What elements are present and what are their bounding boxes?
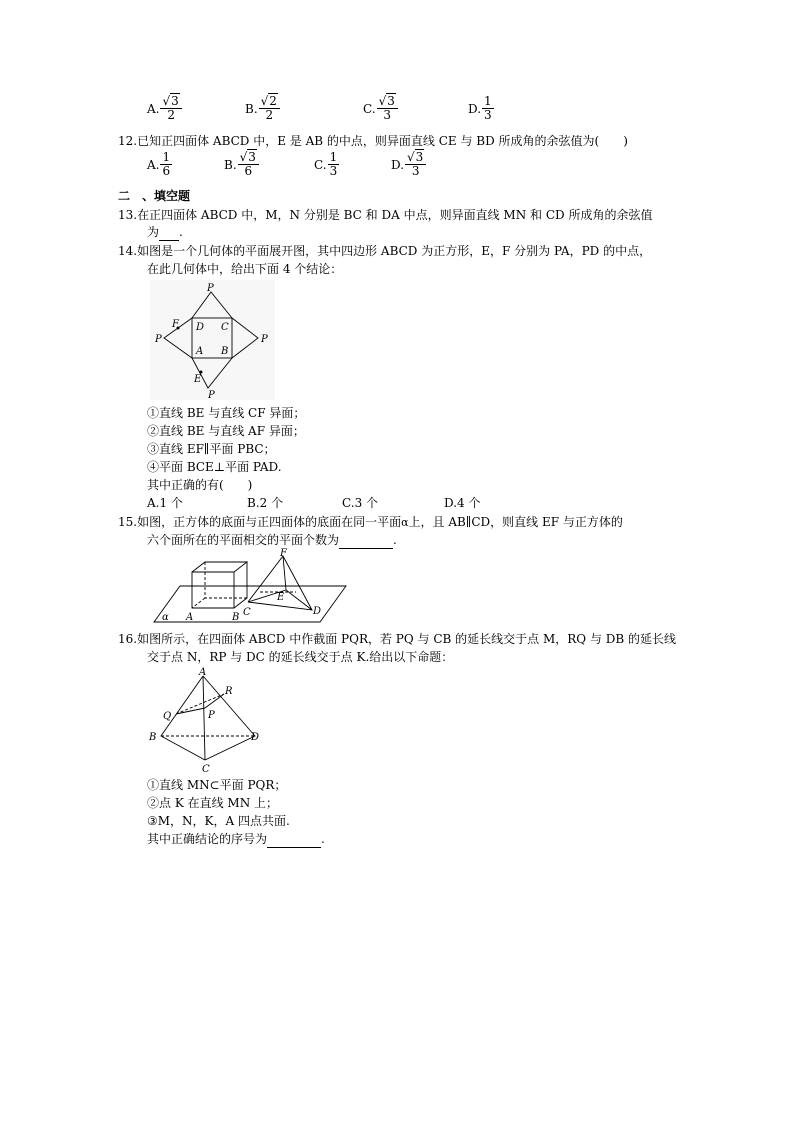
- q14-statement-1: ①直线 BE 与直线 CF 异面；: [147, 406, 306, 420]
- q16-line2: 交于点 N，RP 与 DC 的延长线交于点 K.给出以下命题：: [147, 650, 454, 664]
- q12-text: 12.已知正四面体 ABCD 中，E 是 AB 的中点，则异面直线 CE 与 BD 所成角的余弦值为( ): [118, 134, 628, 148]
- label-d: D: [251, 732, 260, 743]
- cube-right-edges: [234, 562, 247, 608]
- label-p-top: P: [207, 283, 214, 294]
- fraction: $\frac{1}{3}$: [484, 94, 492, 122]
- q13-line1: 13.在正四面体 ABCD 中，M，N 分别是 BC 和 DA 中点，则异面直线 MN 和 CD 所成角的余弦值: [118, 208, 653, 222]
- label-b: B: [232, 612, 240, 623]
- section-title: 二 、填空题: [118, 189, 191, 203]
- edge-ac: [203, 676, 205, 760]
- q12-option-a[interactable]: A. $\frac{1}{6}$: [147, 150, 171, 178]
- q16-question: 其中正确结论的序号为 .: [147, 832, 325, 846]
- q14-statement-4: ④平面 BCE⊥平面 PAD.: [147, 460, 282, 474]
- label-alpha: α: [162, 612, 169, 623]
- label-p-right: P: [261, 334, 268, 345]
- alpha-symbol: α: [401, 516, 409, 529]
- q14-statement-2: ②直线 BE 与直线 AF 异面；: [147, 424, 305, 438]
- label-q: Q: [163, 711, 172, 722]
- q15-figure: [150, 548, 350, 624]
- q11-option-d[interactable]: D. $\frac{1}{3}$: [468, 94, 492, 122]
- q12-option-d[interactable]: D. $\frac{√3}{3}$: [391, 151, 427, 178]
- q16-statement-1: ①直线 MN⊂平面 PQR；: [147, 778, 287, 792]
- label-r: R: [225, 686, 233, 697]
- q16-tetrahedron-figure: [145, 666, 265, 776]
- q14-line2: 在此几何体中，给出下面 4 个结论：: [147, 262, 343, 276]
- edge-pr: [205, 694, 224, 708]
- label-b: B: [149, 732, 157, 743]
- fraction: $\frac{√3}{2}$: [160, 95, 181, 122]
- q11-option-a[interactable]: A. $\frac{√3}{2}$: [147, 95, 183, 122]
- label-p: P: [208, 710, 215, 721]
- q16-statement-2: ②点 K 在直线 MN 上；: [147, 796, 279, 810]
- q13-line2: 为 .: [147, 225, 183, 239]
- q14-statement-3: ③直线 EF∥平面 PBC；: [147, 442, 276, 456]
- q14-option-b[interactable]: B.2 个: [247, 496, 284, 510]
- q14-option-a[interactable]: A.1 个: [147, 496, 183, 510]
- label-f: F: [172, 319, 179, 330]
- label-b: B: [221, 346, 229, 357]
- q15-line1: 15.如图，正方体的底面与正四面体的底面在同一平面α上，且 AB∥CD，则直线 EF 与正方体的: [118, 515, 623, 529]
- cube-hidden-edge: [192, 598, 205, 608]
- answer-blank[interactable]: [267, 831, 321, 848]
- q12-option-b[interactable]: B. $\frac{√3}{6}$: [224, 151, 260, 178]
- q12-option-c[interactable]: C. $\frac{1}{3}$: [314, 150, 338, 178]
- fraction: $\frac{√2}{2}$: [259, 95, 280, 122]
- q14-option-c[interactable]: C.3 个: [342, 496, 379, 510]
- q14-option-d[interactable]: D.4 个: [444, 496, 481, 510]
- q14-line1: 14.如图是一个几何体的平面展开图，其中四边形 ABCD 为正方形，E，F 分别为 PA，PD 的中点，: [118, 244, 652, 258]
- label-d: D: [313, 606, 322, 617]
- label-a: A: [186, 612, 194, 623]
- fraction: $\frac{1}{3}$: [329, 150, 338, 178]
- fraction: $\frac{√3}{3}$: [377, 95, 398, 122]
- q16-line1: 16.如图所示，在四面体 ABCD 中作截面 PQR，若 PQ 与 CB 的延长线交于点 M，RQ 与 DB 的延长线: [118, 632, 677, 646]
- cube-top-face: [192, 562, 247, 572]
- answer-blank[interactable]: [339, 532, 393, 549]
- label-c: C: [243, 607, 251, 618]
- label-c: C: [202, 764, 210, 775]
- q11-option-c[interactable]: C. $\frac{√3}{3}$: [363, 95, 399, 122]
- label-c: C: [221, 322, 229, 333]
- cube-front-face: [192, 572, 234, 608]
- label-f: F: [280, 548, 287, 559]
- fraction: $\frac{√3}{6}$: [238, 151, 259, 178]
- label-e: E: [277, 592, 285, 603]
- fraction: $\frac{√3}{3}$: [405, 151, 426, 178]
- label-d: D: [196, 322, 205, 333]
- answer-blank[interactable]: [159, 224, 179, 241]
- q15-line2: 六个面所在的平面相交的平面个数为 .: [147, 533, 397, 547]
- q11-option-b[interactable]: B. $\frac{√2}{2}$: [245, 95, 281, 122]
- label-e: E: [194, 374, 202, 385]
- label-a: A: [196, 346, 204, 357]
- q14-net-figure: [150, 280, 275, 400]
- label-p-bottom: P: [208, 390, 215, 400]
- fraction: $\frac{1}{6}$: [162, 150, 171, 178]
- q16-statement-3: ③M，N，K，A 四点共面.: [147, 814, 290, 828]
- label-p-left: P: [155, 334, 162, 345]
- label-a: A: [199, 667, 207, 678]
- q14-question: 其中正确的有( ): [147, 478, 253, 492]
